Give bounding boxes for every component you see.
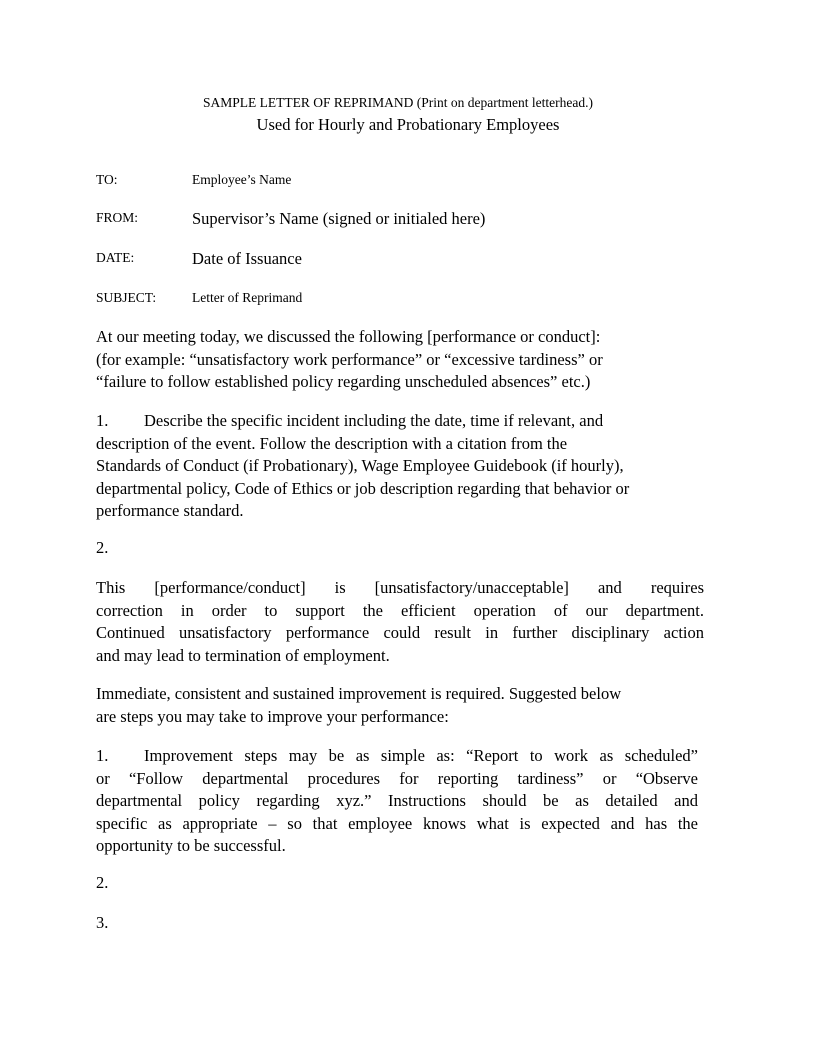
date-label: DATE:	[96, 250, 135, 265]
intro-paragraph	[96, 326, 704, 394]
consequence-line: correction in order to support the efficient operation of our department.	[96, 600, 704, 620]
step-item-number: 2.	[96, 873, 109, 892]
incident-line: departmental policy, Code of Ethics or job description regarding that behavior or	[96, 478, 630, 498]
incident-line: Standards of Conduct (if Probationary), Wage Employee Guidebook (if hourly),	[96, 456, 624, 475]
step-line: specific as appropriate – so that employee knows what is expected and has the	[96, 813, 698, 833]
step-item-2	[96, 872, 704, 895]
improvement-intro-line: are steps you may take to improve your performance:	[96, 706, 449, 726]
consequence-line: This [performance/conduct] is [unsatisfactory/unacceptable] and requires	[96, 578, 704, 597]
from-label: FROM:	[96, 210, 139, 225]
from-value: Supervisor’s Name (signed or initialed here)	[192, 209, 486, 228]
step-line: Improvement steps may be as simple as: “Report to work as scheduled”	[144, 746, 698, 765]
intro-line: (for example: “unsatisfactory work performance” or “excessive tardiness” or	[96, 349, 603, 369]
step-item-number: 1.	[96, 746, 109, 765]
incident-line: description of the event. Follow the description with a citation from the	[96, 433, 568, 453]
consequence-paragraph	[96, 577, 704, 667]
step-line: departmental policy regarding xyz.” Instructions should be as detailed and	[96, 791, 698, 810]
incident-item-2	[96, 537, 704, 560]
improvement-intro-line: Immediate, consistent and sustained improvement is required. Suggested below	[96, 684, 622, 703]
step-item-3	[96, 912, 704, 935]
to-value: Employee’s Name	[192, 172, 292, 187]
to-label: TO:	[96, 172, 118, 187]
intro-line: “failure to follow established policy regarding unscheduled absences” etc.)	[96, 372, 591, 391]
subject-label: SUBJECT:	[96, 290, 157, 305]
subject-value: Letter of Reprimand	[192, 290, 303, 305]
consequence-line: and may lead to termination of employment.	[96, 645, 390, 665]
letter-subtitle: Used for Hourly and Probationary Employees	[256, 115, 560, 134]
date-value: Date of Issuance	[192, 249, 302, 268]
consequence-line: Continued unsatisfactory performance could result in further disciplinary action	[96, 623, 704, 642]
step-line: opportunity to be successful.	[96, 836, 286, 855]
step-item-number: 3.	[96, 913, 109, 932]
step-item-1	[96, 745, 698, 858]
improvement-intro	[96, 683, 704, 728]
intro-line: At our meeting today, we discussed the following [performance or conduct]:	[96, 327, 601, 346]
incident-item-number: 1.	[96, 411, 109, 430]
step-line: or “Follow departmental procedures for reporting tardiness” or “Observe	[96, 768, 698, 788]
incident-line: Describe the specific incident including the date, time if relevant, and	[144, 411, 604, 430]
incident-item-1	[96, 410, 704, 523]
letter-title: SAMPLE LETTER OF REPRIMAND (Print on department letterhead.)	[203, 95, 593, 110]
incident-item-number: 2.	[96, 538, 109, 557]
incident-line: performance standard.	[96, 501, 244, 520]
